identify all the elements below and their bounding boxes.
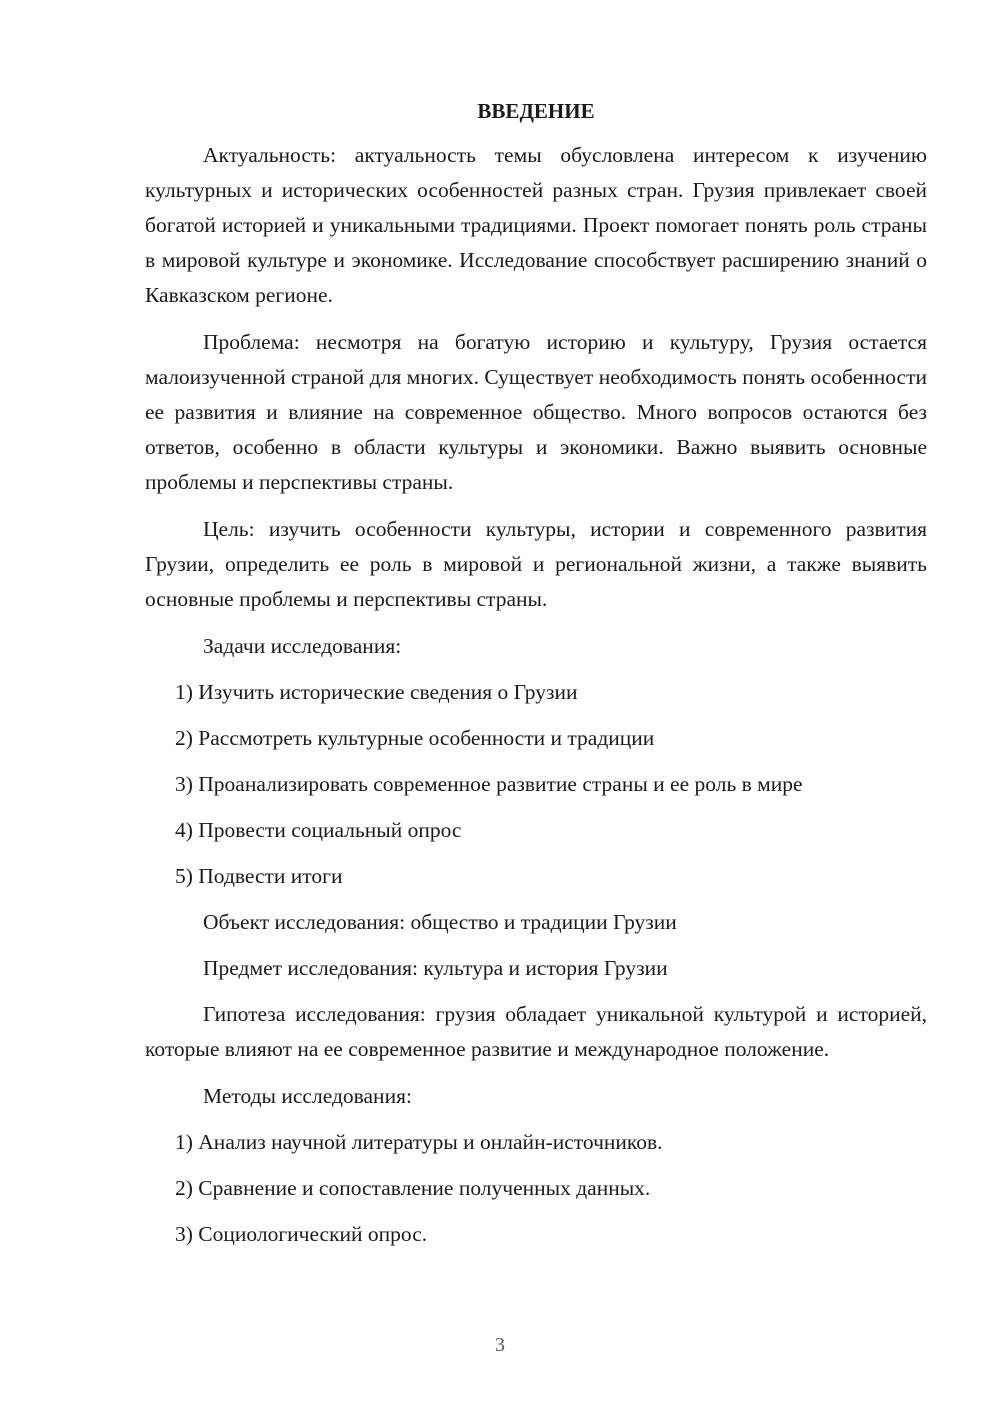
- research-subject: Предмет исследования: культура и история Грузии: [203, 956, 668, 980]
- tasks-list: [145, 675, 927, 894]
- task-item: 1) Изучить исторические сведения о Грузии: [175, 680, 578, 704]
- hypothesis-paragraph: Гипотеза исследования: грузия обладает уникальной культурой и историей, которые влияют на ее современное развитие и международное положение.: [145, 1002, 927, 1061]
- method-item: 1) Анализ научной литературы и онлайн-источников.: [175, 1130, 663, 1154]
- task-item: 2) Рассмотреть культурные особенности и традиции: [175, 726, 655, 750]
- method-item: 2) Сравнение и сопоставление полученных данных.: [175, 1176, 651, 1200]
- page-number: 3: [495, 1334, 505, 1356]
- problem-paragraph: Проблема: несмотря на богатую историю и культуру, Грузия остается малоизученной страной для многих. Существует необходимость понять особенности ее развития и влияние на современное общество. Много вопросов остаются без ответов, особенно в области культуры и экономики. Важно выявить основные проблемы и перспективы страны.: [145, 330, 927, 494]
- research-object: Объект исследования: общество и традиции Грузии: [203, 910, 677, 934]
- methods-list: [145, 1125, 927, 1252]
- methods-heading: Методы исследования:: [203, 1084, 412, 1108]
- relevance-paragraph: Актуальность: актуальность темы обусловлена интересом к изучению культурных и исторических особенностей разных стран. Грузия привлекает своей богатой историей и уникальными традициями. Проект помогает понять роль страны в мировой культуре и экономике. Исследование способствует расширению знаний о Кавказском регионе.: [145, 143, 927, 307]
- page-title: ВВЕДЕНИЕ: [477, 99, 595, 123]
- method-item: 3) Социологический опрос.: [175, 1222, 428, 1246]
- task-item: 5) Подвести итоги: [175, 864, 343, 888]
- task-item: 3) Проанализировать современное развитие страны и ее роль в мире: [175, 772, 803, 796]
- tasks-heading: Задачи исследования:: [203, 634, 402, 658]
- document-page: [145, 96, 927, 1263]
- task-item: 4) Провести социальный опрос: [175, 818, 462, 842]
- goal-paragraph: Цель: изучить особенности культуры, истории и современного развития Грузии, определить ее роль в мировой и региональной жизни, а также выявить основные проблемы и перспективы страны.: [145, 517, 927, 611]
